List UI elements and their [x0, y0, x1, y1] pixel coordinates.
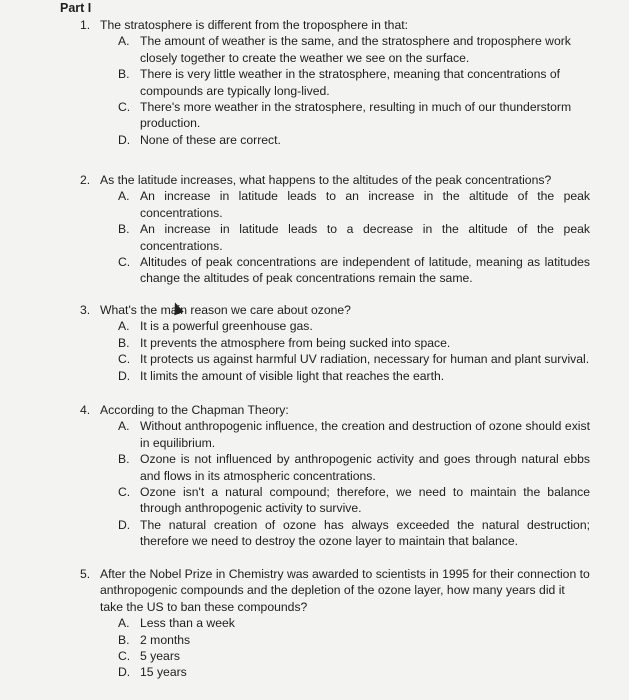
question-text: As the latitude increases, what happens to the altitudes of the peak concentrations? [100, 173, 552, 187]
option-text: The natural creation of ozone has always exceeded the natural destruction; therefore we need to destroy the ozone layer to maintain that balance. [140, 517, 590, 549]
option-2b[interactable] [118, 221, 590, 254]
option-letter: B. [118, 632, 130, 647]
option-letter: D. [118, 517, 131, 532]
option-4d[interactable] [118, 517, 590, 550]
question-text: The stratosphere is different from the troposphere in that: [100, 18, 409, 32]
option-3b[interactable] [118, 335, 590, 351]
option-4a[interactable] [118, 418, 590, 451]
option-text: It protects us against harmful UV radiation, necessary for human and plant survival. [140, 352, 590, 367]
option-letter: C. [118, 352, 131, 367]
option-letter: C. [118, 100, 131, 115]
option-3d[interactable] [118, 368, 590, 384]
option-letter: C. [118, 485, 131, 500]
option-text: An increase in latitude leads to an increase in the altitude of the peak concentrations. [140, 189, 590, 220]
option-letter: B. [118, 67, 130, 82]
option-letter: C. [118, 649, 131, 664]
option-1d[interactable] [118, 132, 590, 148]
option-2a[interactable] [118, 188, 590, 221]
option-text: 2 months [140, 632, 191, 647]
option-text: 15 years [140, 665, 187, 680]
option-4c[interactable] [118, 484, 590, 517]
option-text: There's more weather in the stratosphere, resulting in much of our thunderstorm production. [140, 100, 572, 131]
option-4b[interactable] [118, 451, 590, 484]
option-1b[interactable] [118, 66, 590, 99]
option-3c[interactable] [118, 351, 590, 367]
question-number: 5. [80, 567, 91, 581]
option-letter: A. [118, 319, 130, 334]
question-number: 4. [80, 403, 91, 417]
option-5d[interactable] [118, 664, 590, 680]
question-number: 2. [80, 173, 91, 187]
option-letter: B. [118, 335, 130, 350]
option-letter: B. [118, 452, 130, 467]
option-letter: D. [118, 665, 131, 680]
option-2c[interactable] [118, 254, 590, 287]
option-text: None of these are correct. [140, 132, 281, 147]
option-letter: A. [118, 616, 130, 631]
question-1 [80, 17, 590, 148]
option-text: Ozone is not influenced by anthropogenic activity and goes through natural ebbs and flows in its atmospheric concentrations. [140, 452, 590, 483]
option-text: The amount of weather is the same, and the stratosphere and troposphere work closely together to create the weather we see on the surface. [140, 34, 571, 65]
option-text: Less than a week [140, 616, 235, 631]
question-number: 1. [80, 18, 91, 32]
question-2 [80, 172, 590, 287]
option-letter: A. [118, 419, 130, 434]
option-letter: A. [118, 189, 130, 204]
option-letter: D. [118, 368, 131, 383]
option-text: 5 years [140, 649, 180, 664]
question-4 [80, 402, 590, 550]
question-text: After the Nobel Prize in Chemistry was awarded to scientists in 1995 for their connection to anthropogenic compounds and the depletion of the ozone layer, how many years did it take the US to ban these compounds? [100, 567, 590, 614]
part-title: Part I [60, 1, 92, 15]
option-letter: A. [118, 34, 130, 49]
option-letter: C. [118, 255, 131, 270]
question-5 [80, 566, 590, 681]
option-text: Altitudes of peak concentrations are independent of latitude, meaning as latitudes change the altitudes of peak concentrations remain the same. [140, 255, 590, 286]
option-text: It is a powerful greenhouse gas. [140, 319, 313, 334]
option-1a[interactable] [118, 33, 590, 66]
option-text: There is very little weather in the stratosphere, meaning that concentrations of compounds are typically long-lived. [140, 67, 561, 98]
option-text: It prevents the atmosphere from being sucked into space. [140, 335, 451, 350]
option-5a[interactable] [118, 615, 590, 631]
option-letter: D. [118, 132, 131, 147]
option-text: An increase in latitude leads to a decrease in the altitude of the peak concentrations. [140, 222, 590, 253]
question-number: 3. [80, 303, 91, 317]
question-3 [80, 302, 590, 384]
option-text: It limits the amount of visible light that reaches the earth. [140, 368, 445, 383]
question-text: According to the Chapman Theory: [100, 403, 289, 417]
option-5b[interactable] [118, 632, 590, 648]
option-text: Without anthropogenic influence, the creation and destruction of ozone should exist in equilibrium. [140, 419, 590, 450]
option-text: Ozone isn't a natural compound; therefore, we need to maintain the balance through anthropogenic activity to survive. [140, 485, 590, 516]
option-3a[interactable] [118, 318, 590, 334]
option-1c[interactable] [118, 99, 590, 132]
option-5c[interactable] [118, 648, 590, 664]
option-letter: B. [118, 222, 130, 237]
question-text: What's the main reason we care about ozone? [100, 303, 351, 317]
